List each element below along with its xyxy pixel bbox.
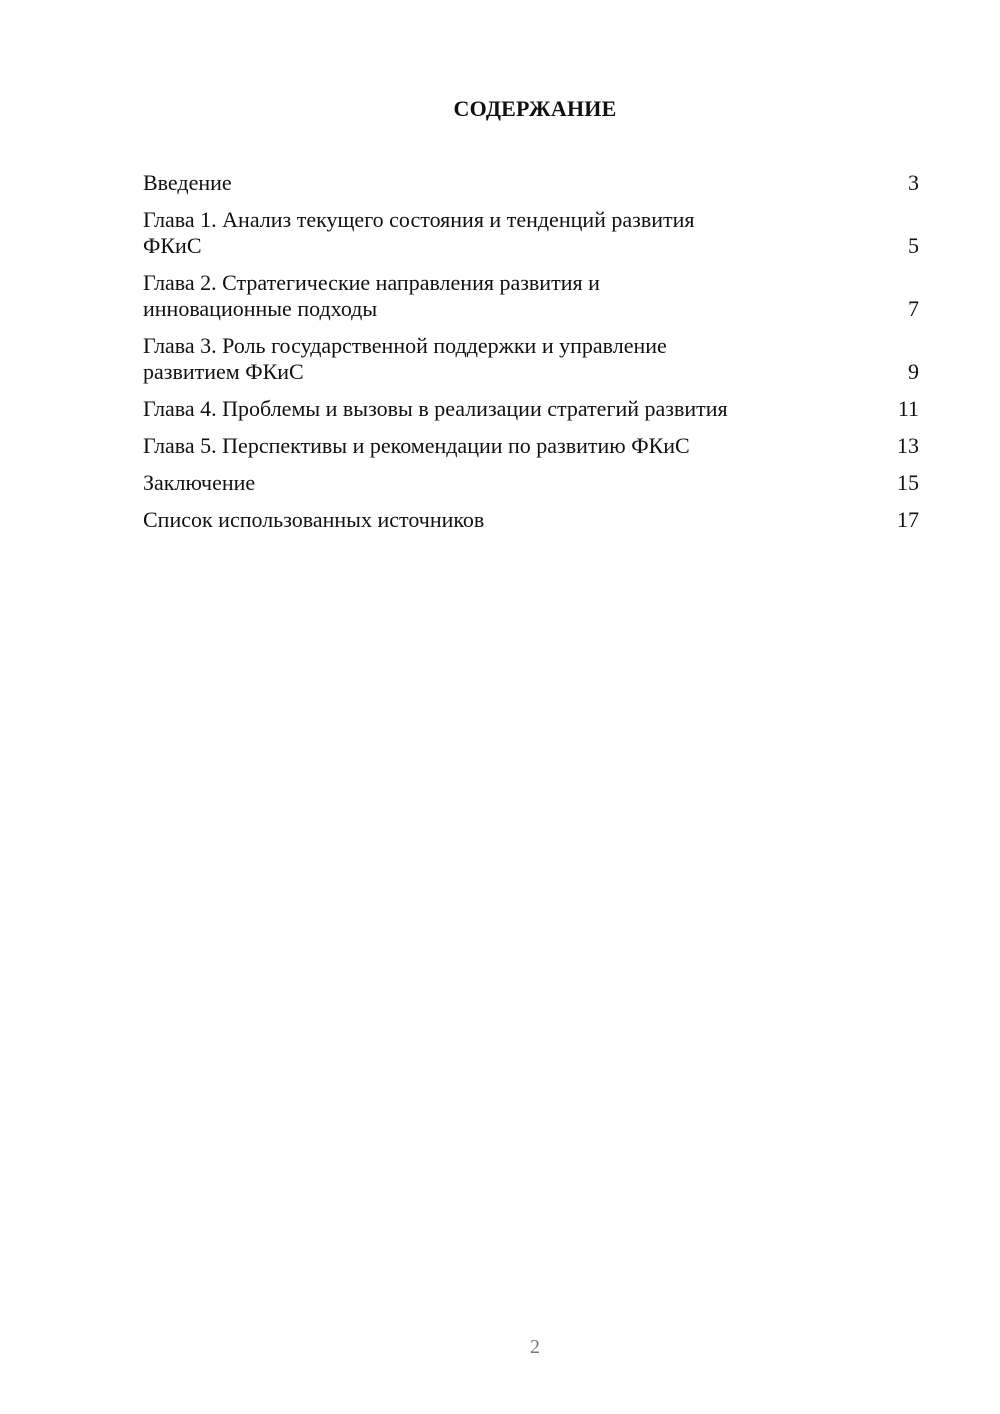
toc-entry-title: Заключение	[143, 470, 256, 495]
toc-entry-page-number: 3	[908, 170, 919, 195]
toc-entry-chapter-5	[143, 433, 919, 459]
toc-entry-page-number: 9	[908, 359, 919, 384]
toc-entry-references	[143, 507, 919, 533]
toc-entry-title: Глава 5. Перспективы и рекомендации по развитию ФКиС	[143, 433, 690, 458]
toc-entry-chapter-2	[143, 270, 919, 322]
toc-entry-title: Глава 4. Проблемы и вызовы в реализации стратегий развития	[143, 396, 728, 421]
toc-entry-page-number: 5	[908, 233, 919, 258]
toc-entry-chapter-1	[143, 207, 919, 259]
toc-entry-page-number: 13	[897, 433, 919, 458]
toc-entry-chapter-3	[143, 333, 919, 385]
toc-entry-chapter-4	[143, 396, 919, 422]
toc-entry-page-number: 17	[897, 507, 919, 532]
toc-entry-title: Список использованных источников	[143, 507, 485, 532]
toc-entry-title: Глава 2. Стратегические направления развития и инновационные подходы	[143, 270, 600, 321]
toc-entry-title: Глава 1. Анализ текущего состояния и тенденций развития ФКиС	[143, 207, 695, 258]
toc-entry-title: Введение	[143, 170, 232, 195]
page-number: 2	[530, 1336, 540, 1358]
table-of-contents	[143, 170, 919, 544]
toc-entry-page-number: 15	[897, 470, 919, 495]
toc-entry-page-number: 7	[908, 296, 919, 321]
toc-entry-page-number: 11	[897, 396, 919, 421]
toc-entry-conclusion	[143, 470, 919, 496]
toc-entry-introduction	[143, 170, 919, 196]
toc-entry-title: Глава 3. Роль государственной поддержки и управление развитием ФКиС	[143, 333, 667, 384]
page-title: СОДЕРЖАНИЕ	[453, 96, 617, 121]
